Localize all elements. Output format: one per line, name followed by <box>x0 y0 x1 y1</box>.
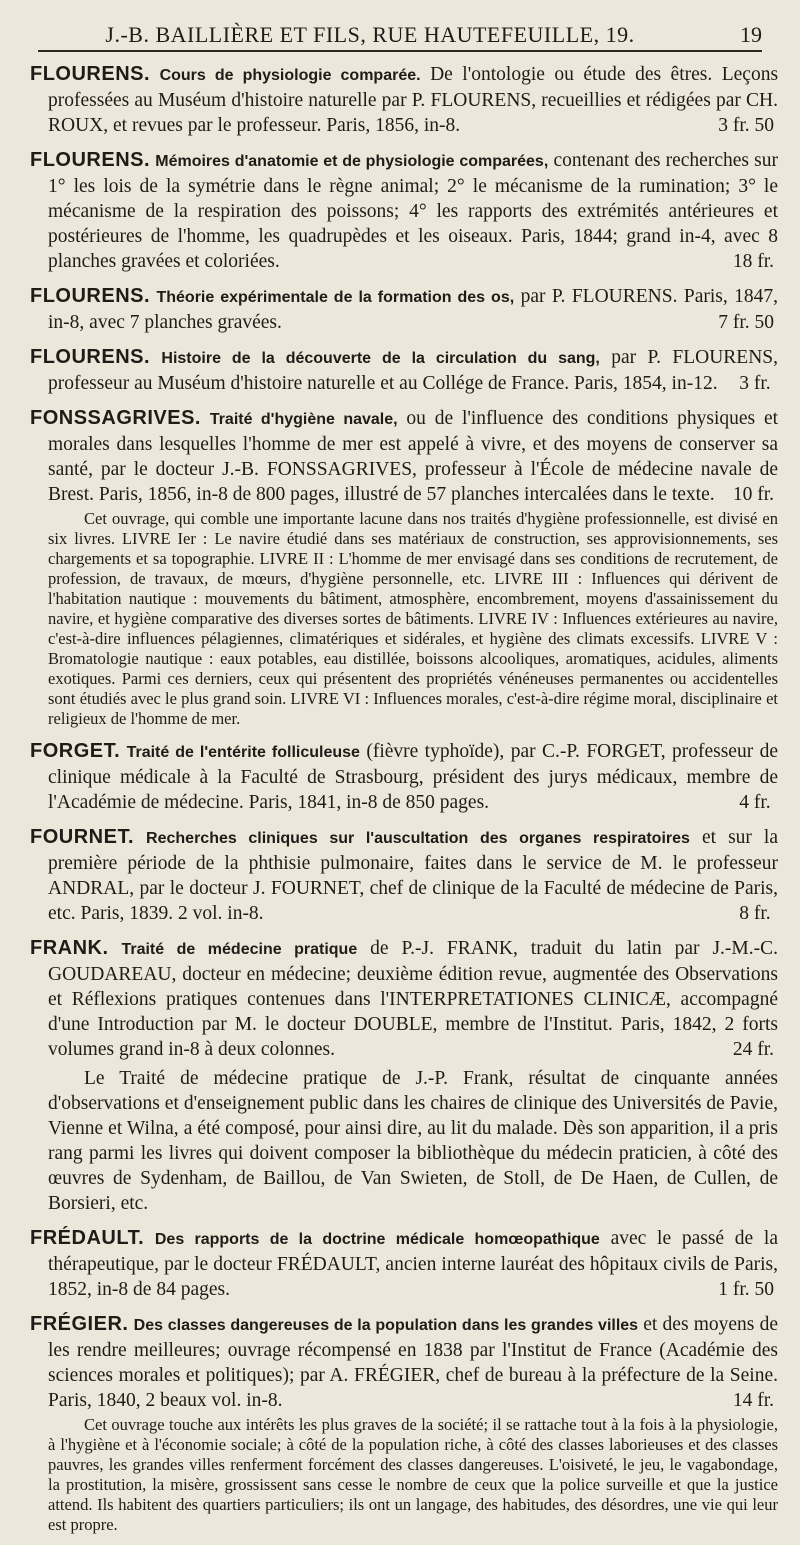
entry-author: FRÉDAULT. <box>30 1227 145 1249</box>
page-number: 19 <box>740 22 762 47</box>
entry-author: FLOURENS. <box>30 149 151 171</box>
entry-description: par P. FLOURENS. Paris, 1847, in-8, avec 7 planches gravées. <box>48 286 779 333</box>
entry-price: 24 fr. <box>732 1039 774 1060</box>
entry-price: 18 fr. <box>732 251 774 272</box>
entry-author: FRANK. <box>30 937 109 959</box>
catalog-entry <box>30 284 778 335</box>
catalog-entry <box>30 936 778 1216</box>
entry-price: 4 fr. <box>739 792 771 813</box>
entry-description: et sur la première période de la phthisie pulmonaire, faites dans le service de M. le professeur ANDRAL, par le docteur J. FOURNET, chef de clinique de la Faculté de médecine de Paris, etc. Paris, 1839. 2 vol. in-8. <box>48 827 779 924</box>
entry-description: de P.-J. FRANK, traduit du latin par J.-M.-C. GOUDAREAU, docteur en médecine; deuxième édition revue, augmentée des Observations et Réflexions pratiques contenues dans l'INTERPRETATIONES CLINICÆ, accompagné d'une Introduction par M. le docteur DOUBLE, membre de l'Institut. Paris, 1842, 2 forts volumes grand in-8 à deux colonnes. <box>48 938 778 1060</box>
entry-author: FLOURENS. <box>30 346 151 368</box>
entry-work-title: Des rapports de la doctrine médicale homœopathique <box>154 1231 600 1248</box>
entry-description: contenant des recherches sur 1° les lois de la symétrie dans le règne animal; 2° le mécanisme de la rumination; 3° le mécanisme de la respiration des poissons; 4° les rapports des extrémités antérieures et postérieures de l'homme, les quadrupèdes et les oiseaux. Paris, 1844; grand in-4, avec 8 planches gravées et coloriées. <box>48 150 778 272</box>
entry-price: 8 fr. <box>739 903 771 924</box>
catalog-entry <box>30 1226 778 1302</box>
entry-description: (fièvre typhoïde), par C.-P. FORGET, professeur de clinique médicale à la Faculté de Strasbourg, président des jurys médicaux, membre de l'Académie de médecine. Paris, 1841, in-8 de 850 pages. <box>48 741 779 813</box>
entry-price: 10 fr. <box>732 484 774 505</box>
catalog-entry <box>30 739 778 815</box>
entry-work-title: Traité d'hygiène navale, <box>209 411 398 428</box>
catalog-body <box>30 62 778 1545</box>
entry-description: De l'ontologie ou étude des êtres. Leçons professées au Muséum d'histoire naturelle par P. FLOURENS, recueillies et rédigées par CH. ROUX, et revues par le professeur. Paris, 1856, in-8. <box>48 64 779 136</box>
entry-author: FORGET. <box>30 740 121 762</box>
catalog-entry <box>30 825 778 926</box>
entry-work-title: Des classes dangereuses de la population dans les grandes villes <box>133 1317 639 1334</box>
entry-author: FRÉGIER. <box>30 1313 129 1335</box>
catalog-entry <box>30 62 778 138</box>
catalog-entry <box>30 406 778 729</box>
entry-work-title: Histoire de la découverte de la circulation du sang, <box>161 350 600 367</box>
entry-work-title: Mémoires d'anatomie et de physiologie comparées, <box>155 153 549 170</box>
entry-note: Cet ouvrage, qui comble une importante lacune dans nos traités d'hygiène professionnelle, est divisé en six livres. LIVRE Ier : Le navire étudié dans ses matériaux de construction, ses approvisionnements, ses chargements et sa topographie. LIVRE II : L'homme de mer envisagé dans ses conditions de recrutement, de profession, de travaux, de mœurs, d'hygiène personnelle, etc. LIVRE III : Influences qui dérivent de l'habitation nautique : mouvements du bâtiment, atmosphère, encombrement, moyens d'assainissement du navire, et hygiène comparative des diverses sortes de bâtiments. LIVRE IV : Influences extérieures au navire, c'est-à-dire influences pélagiennes, climatériques et sidérales, et hygiène des climats excessifs. LIVRE V : Bromatologie nautique : eaux potables, eau distillée, boissons alcooliques, aromatiques, acidules, aliments exotiques. Parmi ces derniers, ceux qui présentent des propriétés vénéneuses permanentes ou accidentelles sont étudiés avec le plus grand soin. LIVRE VI : Influences morales, c'est-à-dire régime moral, disciplinaire et religieux de l'homme de mer. <box>48 509 778 728</box>
catalog-entry <box>30 1312 778 1535</box>
entry-price: 7 fr. 50 <box>718 312 774 333</box>
entry-price: 14 fr. <box>732 1390 774 1411</box>
publisher-line: J.-B. BAILLIÈRE ET FILS, RUE HAUTEFEUILLE, 19. <box>105 22 635 47</box>
entry-author: FOURNET. <box>30 826 134 848</box>
entry-work-title: Théorie expérimentale de la formation des os, <box>156 289 515 306</box>
entry-price: 3 fr. <box>739 373 771 394</box>
entry-description: ou de l'influence des conditions physiques et morales dans lesquelles l'homme de mer est appelé à vivre, et des moyens de conserver sa santé, par le docteur J.-B. FONSSAGRIVES, professeur à l'École de médecine navale de Brest. Paris, 1856, in-8 de 800 pages, illustré de 57 planches intercalées dans le texte. <box>48 408 779 505</box>
entry-work-title: Traité de l'entérite folliculeuse <box>126 744 360 761</box>
page-header <box>38 20 762 52</box>
entry-note: Cet ouvrage touche aux intérêts les plus graves de la société; il se rattache tout à la fois à la physiologie, à l'hygiène et à l'économie sociale; à côté de la population riche, à côté des classes laborieuses et des classes pauvres, les grandes villes renferment forcément des classes dangereuses. L'oisiveté, le jeu, le vagabondage, la prostitution, la misère, grossissent sans cesse le nombre de ceux que la police surveille et que la justice attend. Ils habitent des quartiers particuliers; ils ont un langage, des habitudes, des désordres, une vie qui leur est propre. <box>48 1415 778 1534</box>
catalog-entry <box>30 345 778 396</box>
entry-author: FLOURENS. <box>30 285 151 307</box>
entry-description: par P. FLOURENS, professeur au Muséum d'histoire naturelle et au Collége de France. Paris, 1854, in-12. <box>48 347 779 394</box>
entry-work-title: Cours de physiologie comparée. <box>159 67 421 84</box>
entry-author: FONSSAGRIVES. <box>30 407 201 429</box>
entry-description: avec le passé de la thérapeutique, par le docteur FRÉDAULT, ancien interne lauréat des hôpitaux civils de Paris, 1852, in-8 de 84 pages. <box>48 1228 778 1300</box>
entry-description: et des moyens de les rendre meilleures; ouvrage récompensé en 1838 par l'Institut de France (Académie des sciences morales et politiques); par A. FRÉGIER, chef de bureau à la préfecture de la Seine. Paris, 1840, 2 beaux vol. in-8. <box>48 1314 778 1411</box>
entry-work-title: Recherches cliniques sur l'auscultation des organes respiratoires <box>146 830 690 847</box>
entry-work-title: Traité de médecine pratique <box>121 941 358 958</box>
catalog-entry <box>30 148 778 274</box>
entry-price: 3 fr. 50 <box>718 115 774 136</box>
entry-price: 1 fr. 50 <box>718 1279 774 1300</box>
entry-author: FLOURENS. <box>30 63 151 85</box>
entry-note: Le Traité de médecine pratique de J.-P. Frank, résultat de cinquante années d'observations et d'enseignement public dans les chaires de clinique des Universités de Pavie, Vienne et Wilna, a été composé, pour ainsi dire, au lit du malade. Dès son apparition, il a pris rang parmi les livres qui doivent composer la bibliothèque du médecin praticien, à côté des œuvres de Sydenham, de Baillou, de Van Swieten, de Stoll, de De Haen, de Cullen, de Borsieri, etc. <box>48 1068 778 1214</box>
